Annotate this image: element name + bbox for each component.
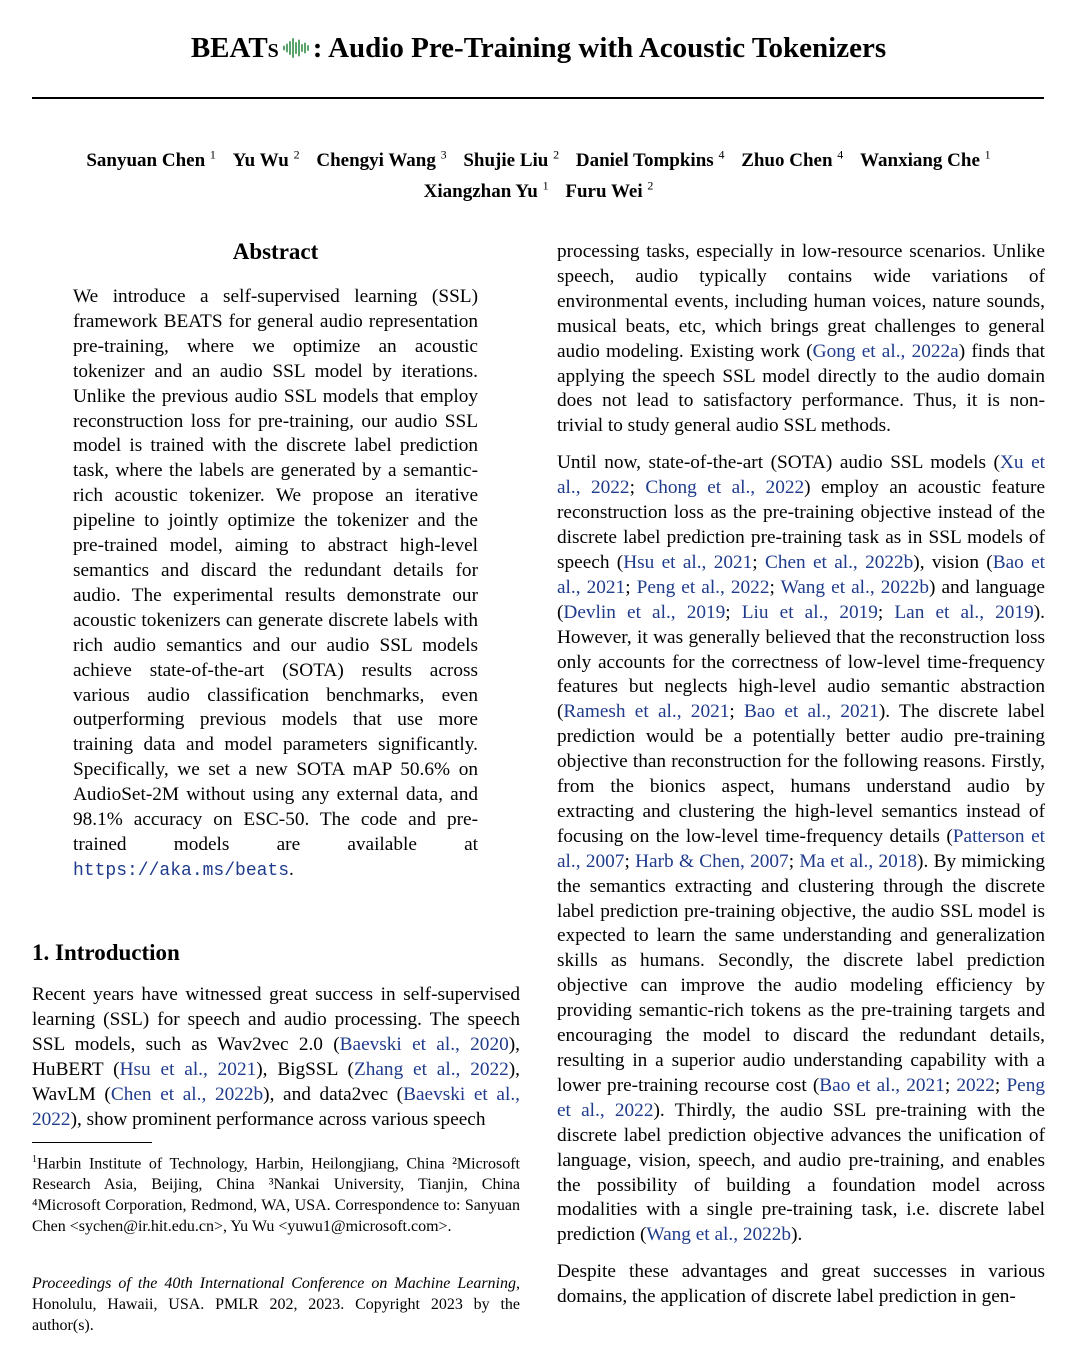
- author-affiliation: 4: [718, 148, 725, 162]
- author-name: Zhuo Chen: [741, 150, 833, 172]
- right-column: [557, 240, 1045, 1310]
- citation-link[interactable]: Devlin et al., 2019: [563, 601, 726, 623]
- text-run: ;: [752, 551, 765, 573]
- proceedings-venue: Proceedings of the 40th International Conference on Machine Learning: [32, 1275, 516, 1292]
- author: [860, 150, 991, 171]
- citation-link[interactable]: Chong et al., 2022: [645, 477, 805, 499]
- text-run: ;: [624, 850, 636, 872]
- footnote-text: Harbin Institute of Technology, Harbin, Heilongjiang, China ²Microsoft Research Asia, Beijing, China ³Nankai University, Tianjin, China ⁴Microsoft Corporation, Redmond, WA, USA. Correspondence to: Sanyuan Chen <sychen@ir.hit.edu.cn>, Yu Wu <yuwu1@microsoft.com>.: [32, 1155, 520, 1236]
- citation-link[interactable]: Peng et al., 2022: [636, 576, 770, 598]
- citation-link[interactable]: Wang et al., 2022b: [780, 576, 929, 598]
- author-name: Chengyi Wang: [316, 150, 436, 172]
- citation-link[interactable]: Gong et al., 2022a: [812, 340, 959, 362]
- text-run: ) and language (: [557, 576, 1045, 623]
- author-list: [0, 143, 1077, 204]
- paragraph-despite: Despite these advantages and great successes in various domains, the application of discrete label prediction in gen-: [557, 1261, 1045, 1308]
- text-run: ;: [994, 1074, 1007, 1096]
- title-text: : Audio Pre-Training with Acoustic Tokenizers: [312, 32, 887, 64]
- text-run: ), show prominent performance across various speech: [70, 1108, 486, 1130]
- citation-link[interactable]: Chen et al., 2022b: [764, 551, 914, 573]
- text-run: ). However, it was generally believed that the reconstruction loss only accounts for the correctness of low-level time-frequency features but neglects high-level audio semantic abstraction (: [557, 601, 1045, 723]
- author-affiliation: 2: [293, 148, 300, 162]
- text-run: ;: [877, 601, 895, 623]
- text-run: ;: [629, 477, 646, 499]
- author-affiliation: 2: [647, 178, 654, 193]
- text-run: ).: [791, 1224, 803, 1246]
- section-heading-introduction: 1. Introduction: [32, 940, 180, 965]
- citation-link[interactable]: Patterson et al., 2007: [557, 825, 1045, 872]
- text-run: ). The discrete label prediction would be a potentially better audio pre-training objective than reconstruction for the following reasons. Firstly, from the bionics aspect, humans understand audio by extracting and clustering the high-level semantics instead of focusing on the low-level time-frequency details (: [557, 701, 1045, 847]
- citation-link[interactable]: Wang et al., 2022b: [646, 1224, 792, 1246]
- text-run: ;: [625, 576, 637, 598]
- author-affiliation: 1: [984, 148, 991, 162]
- citation-link[interactable]: Zhang et al., 2022: [353, 1058, 509, 1080]
- text-run: Recent years have witnessed great success in self-supervised learning (SSL) for speech and audio processing. The speech SSL models, such as Wav2vec 2.0 (: [32, 984, 520, 1055]
- text-run: ), WavLM (: [32, 1058, 521, 1105]
- paragraph-sota: [557, 451, 1045, 1248]
- text-run: ;: [944, 1074, 957, 1096]
- author: [423, 178, 549, 202]
- affiliation-footnote: [32, 1149, 520, 1237]
- citation-link[interactable]: Harb & Chen, 2007: [635, 850, 789, 872]
- text-run: processing tasks, especially in low-resource scenarios. Unlike speech, audio typically contains wide variations of environmental events, including human voices, nature sounds, musical beats, etc, which brings great challenges to general audio modeling. Existing work (: [557, 241, 1045, 362]
- text-run: ) employ an acoustic feature reconstruction loss as the pre-training objective instead of the discrete label prediction pre-training task as in SSL models of speech (: [557, 477, 1045, 573]
- title-model-name: BEATs: [190, 32, 279, 64]
- author-name: Wanxiang Che: [860, 150, 980, 172]
- citation-link[interactable]: Hsu et al., 2021: [119, 1058, 257, 1080]
- text-run: ). Thirdly, the audio SSL pre-training with the discrete label prediction objective advances the unification of language, vision, speech, and audio pre-training, and enables the possibility of building a foundation model across modalities with a single pre-training task, i.e. discrete label prediction (: [557, 1099, 1045, 1246]
- text-run: ;: [729, 701, 744, 723]
- paragraph-motivation: [557, 240, 1045, 439]
- text-run: ;: [788, 850, 800, 872]
- author: [86, 150, 216, 171]
- citation-link[interactable]: Bao et al., 2021: [819, 1074, 945, 1096]
- introduction-paragraph: [32, 983, 520, 1132]
- author-affiliation: 3: [440, 148, 447, 162]
- citation-link[interactable]: Ma et al., 2018: [799, 850, 918, 872]
- author-affiliation: 4: [837, 148, 844, 162]
- text-run: ;: [725, 601, 742, 623]
- author-name: Furu Wei: [565, 180, 643, 202]
- author-affiliation: 2: [553, 148, 560, 162]
- citation-link[interactable]: Baevski et al., 2020: [339, 1033, 509, 1055]
- text-run: Until now, state-of-the-art (SOTA) audio SSL models (: [557, 452, 1000, 474]
- author-affiliation: 1: [542, 178, 549, 193]
- proceedings-note: [32, 1273, 520, 1336]
- footnote-rule: [32, 1142, 152, 1143]
- text-run: ) finds that applying the speech SSL model directly to the audio domain does not lead to satisfactory performance. Thus, it is non-trivial to study general audio SSL methods.: [557, 340, 1046, 437]
- audio-waveform-icon: [281, 37, 311, 59]
- author: [463, 150, 559, 171]
- code-link[interactable]: https://aka.ms/beats: [73, 860, 290, 881]
- text-run: ), HuBERT (: [32, 1033, 520, 1080]
- citation-link[interactable]: Chen et al., 2022b: [110, 1083, 264, 1105]
- paper-title: [0, 28, 1077, 68]
- citation-link[interactable]: Baevski et al., 2022: [32, 1083, 520, 1130]
- text-run: ;: [769, 576, 781, 598]
- abstract-body: We introduce a self-supervised learning (SSL) framework BEATS for general audio representation pre-training, where we optimize an acoustic tokenizer and an audio SSL model by iterations. Unlike the previous audio SSL models that employ reconstruction loss for pre-training, our audio SSL model is trained with the discrete label prediction task, where the labels are generated by a semantic-rich acoustic tokenizer. We propose an iterative pipeline to jointly optimize the tokenizer and the pre-trained model, aiming to abstract high-level semantics and discard the redundant details for audio. The experimental results demonstrate our acoustic tokenizers can generate discrete labels with rich audio semantics and our audio SSL models achieve state-of-the-art (SOTA) results across various audio classification benchmarks, even outperforming previous models that use more training data and model parameters significantly. Specifically, we set a new SOTA mAP 50.6% on AudioSet-2M without using any external data, and 98.1% accuracy on ESC-50. The code and pre-trained models are available at https://aka.ms/beats.: [73, 286, 478, 881]
- citation-link[interactable]: 2022: [956, 1074, 995, 1096]
- citation-link[interactable]: Peng et al., 2022: [557, 1074, 1045, 1121]
- text-run: ), vision (: [913, 551, 993, 573]
- title-rule: [32, 97, 1044, 99]
- author: [576, 150, 725, 171]
- text-run: ), and data2vec (: [263, 1083, 404, 1105]
- author-name: Sanyuan Chen: [86, 150, 206, 172]
- author-name: Xiangzhan Yu: [423, 180, 538, 202]
- author-affiliation: 1: [209, 148, 216, 162]
- text-run: ), BigSSL (: [256, 1058, 354, 1080]
- citation-link[interactable]: Bao et al., 2021: [557, 551, 1046, 598]
- author: [316, 150, 446, 171]
- author-name: Daniel Tompkins: [575, 150, 714, 172]
- citation-link[interactable]: Lan et al., 2019: [894, 601, 1034, 623]
- citation-link[interactable]: Xu et al., 2022: [557, 452, 1045, 499]
- footnote-mark: 1: [32, 1154, 37, 1165]
- citation-link[interactable]: Liu et al., 2019: [741, 601, 878, 623]
- author: [741, 150, 843, 171]
- author: [233, 150, 300, 171]
- author-name: Yu Wu: [232, 150, 289, 172]
- text-run: ). By mimicking the semantics extracting and clustering through the discrete label prediction pre-training objective, the audio SSL model is expected to learn the same understanding and generalization skills as humans. Secondly, the discrete label prediction objective can improve the audio modeling efficiency by providing semantic-rich tokens as the pre-training targets and encouraging the model to discard the redundant details, resulting in a superior audio understanding capability with a lower pre-training recourse cost (: [557, 850, 1045, 1096]
- abstract-text: We introduce a self-supervised learning (SSL) framework BEATS for general audio representation pre-training, where we optimize an acoustic tokenizer and an audio SSL model by iterations. Unlike the previous audio SSL models that employ reconstruction loss for pre-training, our audio SSL model is trained with the discrete label prediction task, where the labels are generated by a semantic-rich acoustic tokenizer. We propose an iterative pipeline to jointly optimize the tokenizer and the pre-trained model, aiming to abstract high-level semantics and discard the redundant details for audio. The experimental results demonstrate our acoustic tokenizers can generate discrete labels with rich audio semantics and our audio SSL models achieve state-of-the-art (SOTA) results across various audio classification benchmarks, even outperforming previous models that use more training data and model parameters significantly. Specifically, we set a new SOTA mAP 50.6% on AudioSet-2M without using any external data, and 98.1% accuracy on ESC-50. The code and pre-trained models are available at: [73, 286, 478, 855]
- author: [565, 178, 654, 202]
- abstract-heading: Abstract: [232, 239, 319, 264]
- citation-link[interactable]: Hsu et al., 2021: [623, 551, 753, 573]
- author-name: Shujie Liu: [463, 150, 549, 172]
- citation-link[interactable]: Ramesh et al., 2021: [563, 701, 730, 723]
- citation-link[interactable]: Bao et al., 2021: [744, 701, 879, 723]
- proceedings-details: , Honolulu, Hawaii, USA. PMLR 202, 2023. Copyright 2023 by the author(s).: [32, 1275, 520, 1334]
